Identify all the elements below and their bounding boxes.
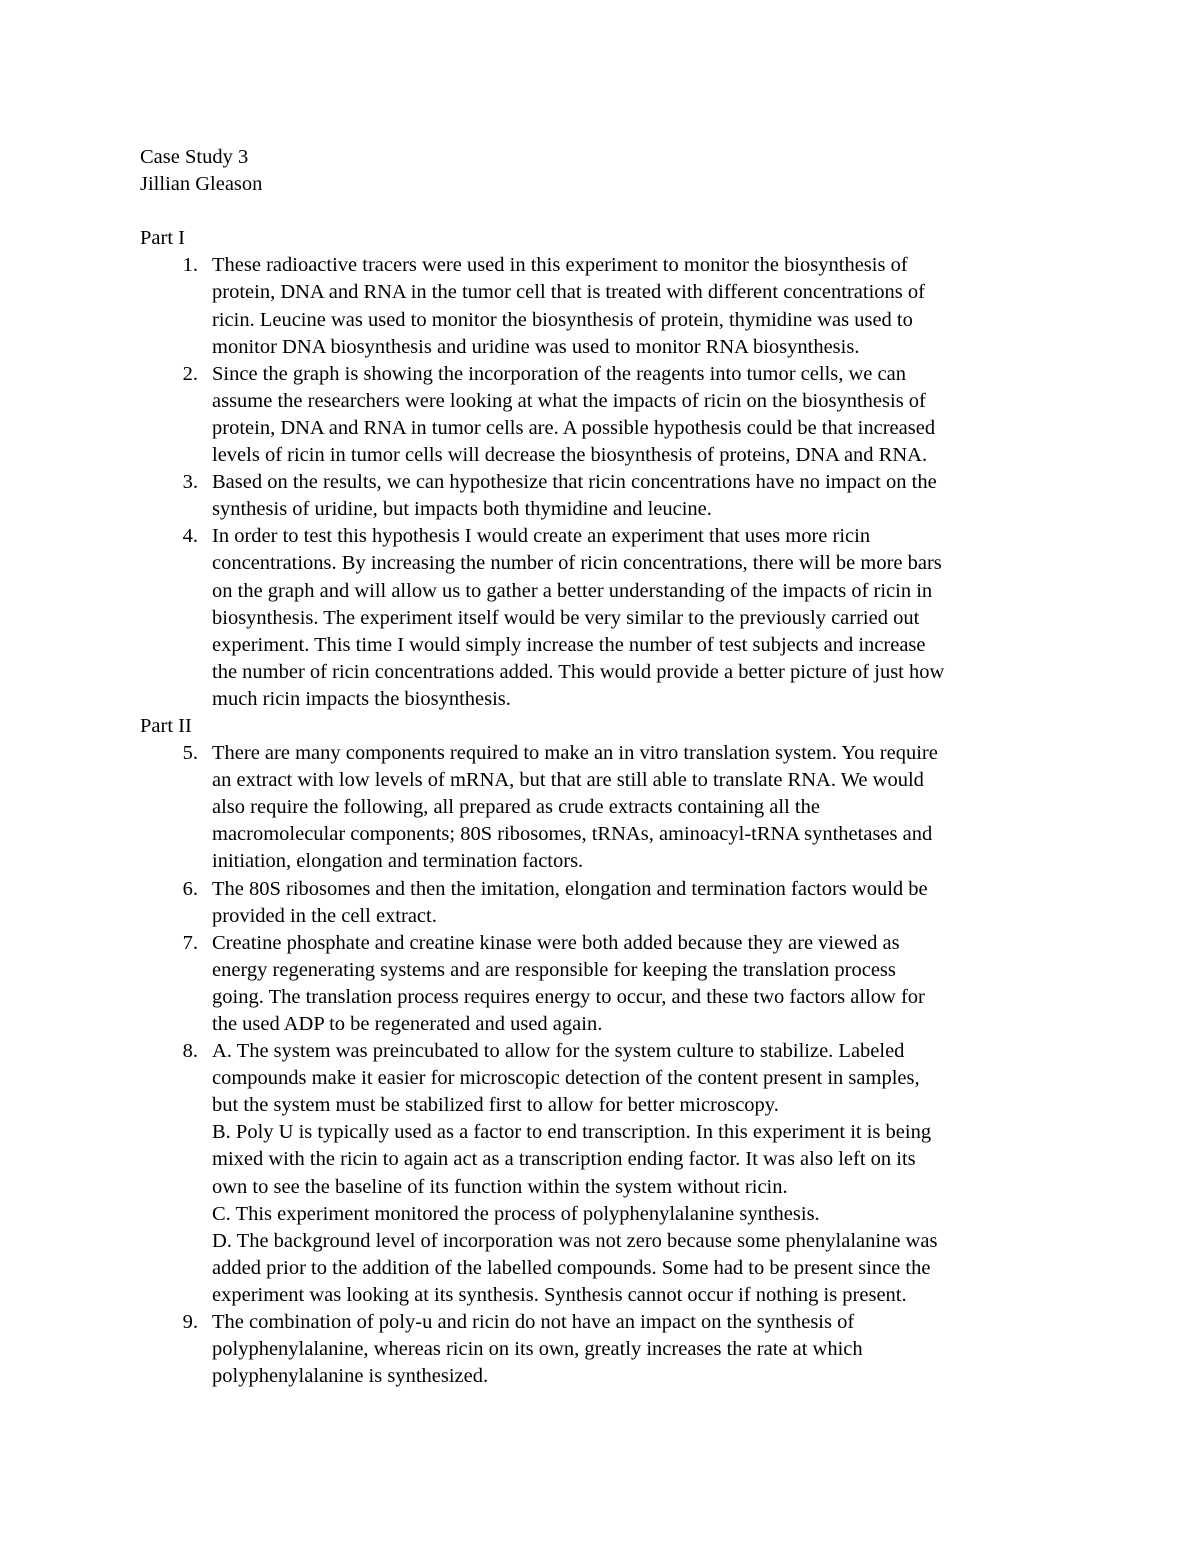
text-line: on the graph and will allow us to gather a better understanding of the impacts of ricin in — [212, 579, 933, 602]
document-title: Case Study 3 — [140, 146, 249, 168]
section-heading: Part II — [140, 714, 192, 737]
text-line: protein, DNA and RNA in the tumor cell that is treated with different concentrations of — [212, 281, 925, 304]
text-line: There are many components required to make an in vitro translation system. You require — [212, 742, 938, 765]
text-line: These radioactive tracers were used in this experiment to monitor the biosynthesis of — [212, 254, 908, 277]
list-item — [140, 1038, 1060, 1309]
text-line: concentrations. By increasing the number of ricin concentrations, there will be more bars — [212, 552, 942, 575]
text-line: Creatine phosphate and creatine kinase were both added because they are viewed as — [212, 931, 900, 954]
text-line: polyphenylalanine, whereas ricin on its own, greatly increases the rate at which — [212, 1338, 863, 1361]
text-line: but the system must be stabilized first to allow for better microscopy. — [212, 1094, 779, 1117]
list-item-number: 4. — [182, 525, 198, 548]
list-item-text — [212, 252, 1060, 360]
text-line: also require the following, all prepared as crude extracts containing all the — [212, 796, 820, 819]
text-line: macromolecular components; 80S ribosomes, tRNAs, aminoacyl-tRNA synthetases and — [212, 823, 933, 846]
numbered-list — [140, 740, 1060, 1390]
list-item-text — [212, 876, 1060, 930]
list-item-text — [212, 930, 1060, 1038]
text-line: A. The system was preincubated to allow for the system culture to stabilize. Labeled — [212, 1040, 905, 1063]
list-item — [140, 252, 1060, 360]
text-line: polyphenylalanine is synthesized. — [212, 1365, 489, 1388]
numbered-list — [140, 252, 1060, 713]
list-item-number: 2. — [182, 362, 198, 385]
text-line: an extract with low levels of mRNA, but that are still able to translate RNA. We would — [212, 769, 924, 792]
text-line: the used ADP to be regenerated and used again. — [212, 1013, 603, 1035]
list-item-text — [212, 740, 1060, 875]
text-line: levels of ricin in tumor cells will decrease the biosynthesis of proteins, DNA and RNA. — [212, 444, 928, 467]
list-item-number: 7. — [182, 931, 198, 954]
spacer — [140, 198, 1060, 225]
list-item-text — [212, 1038, 1060, 1309]
list-item-number: 5. — [182, 742, 198, 765]
list-item-number: 1. — [182, 254, 198, 277]
text-line: assume the researchers were looking at what the impacts of ricin on the biosynthesis of — [212, 389, 926, 412]
text-line: compounds make it easier for microscopic detection of the content present in samples, — [212, 1067, 920, 1090]
list-item-text — [212, 469, 1060, 523]
text-line: own to see the baseline of its function within the system without ricin. — [212, 1175, 788, 1198]
section-heading: Part I — [140, 227, 185, 250]
text-line: D. The background level of incorporation was not zero because some phenylalanine was — [212, 1229, 938, 1252]
list-item-text — [212, 1309, 1060, 1390]
text-line: much ricin impacts the biosynthesis. — [212, 687, 511, 710]
text-line: synthesis of uridine, but impacts both thymidine and leucine. — [212, 498, 712, 521]
text-line: initiation, elongation and termination factors. — [212, 850, 584, 873]
list-item — [140, 469, 1060, 523]
text-line: going. The translation process requires energy to occur, and these two factors allow for — [212, 985, 925, 1008]
text-line: Based on the results, we can hypothesize that ricin concentrations have no impact on the — [212, 471, 937, 494]
text-line: Since the graph is showing the incorporation of the reagents into tumor cells, we can — [212, 362, 906, 385]
list-item-text — [212, 523, 1060, 713]
text-line: added prior to the addition of the labelled compounds. Some had to be present since the — [212, 1256, 931, 1279]
text-line: protein, DNA and RNA in tumor cells are. A possible hypothesis could be that increased — [212, 416, 936, 439]
list-item — [140, 740, 1060, 875]
text-line: mixed with the ricin to again act as a transcription ending factor. It was also left on its — [212, 1148, 916, 1171]
text-line: monitor DNA biosynthesis and uridine was used to monitor RNA biosynthesis. — [212, 335, 860, 358]
text-line: The combination of poly-u and ricin do not have an impact on the synthesis of — [212, 1311, 855, 1334]
text-line: biosynthesis. The experiment itself would be very similar to the previously carried out — [212, 606, 920, 629]
list-item-number: 3. — [182, 471, 198, 494]
text-line: experiment. This time I would simply increase the number of test subjects and increase — [212, 633, 926, 656]
document-body — [140, 225, 1060, 1390]
text-line: The 80S ribosomes and then the imitation, elongation and termination factors would be — [212, 877, 928, 900]
text-line: energy regenerating systems and are responsible for keeping the translation process — [212, 958, 896, 981]
list-item — [140, 876, 1060, 930]
list-item — [140, 930, 1060, 1038]
text-line: ricin. Leucine was used to monitor the biosynthesis of protein, thymidine was used to — [212, 308, 913, 331]
section-part-2 — [140, 713, 1060, 1390]
list-item-number: 8. — [182, 1040, 198, 1063]
list-item-number: 9. — [182, 1311, 198, 1334]
list-item — [140, 523, 1060, 713]
text-line: the number of ricin concentrations added. This would provide a better picture of just how — [212, 660, 945, 683]
list-item-number: 6. — [182, 877, 198, 900]
text-line: In order to test this hypothesis I would create an experiment that uses more ricin — [212, 525, 871, 548]
author-name: Jillian Gleason — [140, 173, 263, 196]
text-line: B. Poly U is typically used as a factor to end transcription. In this experiment it is being — [212, 1121, 932, 1144]
text-line: provided in the cell extract. — [212, 904, 437, 927]
text-line: C. This experiment monitored the process of polyphenylalanine synthesis. — [212, 1202, 820, 1225]
list-item — [140, 1309, 1060, 1390]
text-line: experiment was looking at its synthesis. Synthesis cannot occur if nothing is present. — [212, 1283, 907, 1306]
document-page — [140, 144, 1060, 1390]
section-part-1 — [140, 225, 1060, 713]
list-item-text — [212, 361, 1060, 469]
list-item — [140, 361, 1060, 469]
